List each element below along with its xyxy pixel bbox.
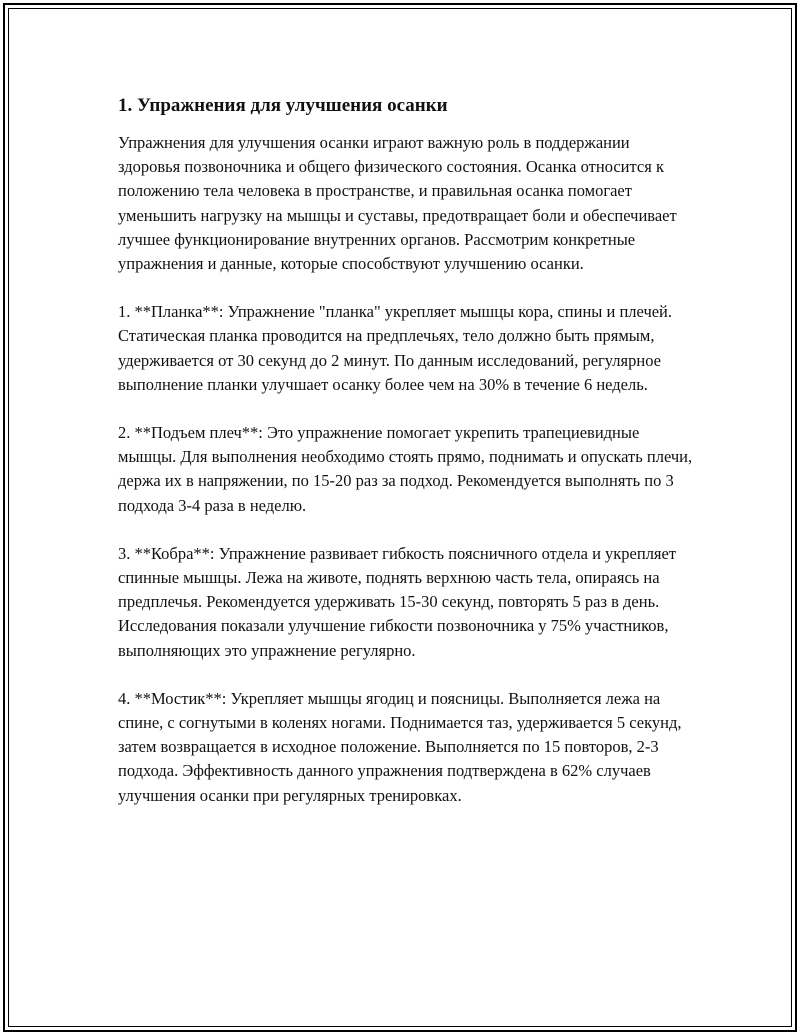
intro-paragraph: Упражнения для улучшения осанки играют важную роль в поддержании здоровья позвоночника и общего физического состояния. Осанка относится к положению тела человека в пространстве, и правильная осанка помогает уменьшить нагрузку на мышцы и суставы, предотвращает боли и обеспечивает лучшее функционирование внутренних органов. Рассмотрим конкретные упражнения и данные, которые способствуют улучшению осанки. — [118, 133, 677, 274]
exercise-plank-paragraph: 1. **Планка**: Упражнение "планка" укрепляет мышцы кора, спины и плечей. Статическая планка проводится на предплечьях, тело должно быть прямым, удерживается от 30 секунд до 2 минут. По данным исследований, регулярное выполнение планки улучшает осанку более чем на 30% в течение 6 недель. — [118, 302, 673, 394]
document-title: 1. Упражнения для улучшения осанки — [118, 95, 448, 116]
document-body — [118, 94, 693, 832]
exercise-cobra-paragraph: 3. **Кобра**: Упражнение развивает гибкость поясничного отдела и укрепляет спинные мышцы. Лежа на животе, поднять верхнюю часть тела, опираясь на предплечья. Рекомендуется удерживать 15-30 секунд, повторять 5 раз в день. Исследования показали улучшение гибкости позвоночника у 75% участников, выполняющих это упражнение регулярно. — [118, 543, 677, 660]
exercise-shoulder-raise-paragraph: 2. **Подъем плеч**: Это упражнение помогает укрепить трапециевидные мышцы. Для выполнения необходимо стоять прямо, поднимать и опускать плечи, держа их в напряжении, по 15-20 раз за подход. Рекомендуется выполнять по 3 подхода 3-4 раза в неделю. — [118, 423, 693, 515]
exercise-bridge-paragraph: 4. **Мостик**: Укрепляет мышцы ягодиц и поясницы. Выполняется лежа на спине, с согнутыми в коленях ногами. Поднимается таз, удерживается 5 секунд, затем возвращается в исходное положение. Выполняется по 15 повторов, 2-3 подхода. Эффективность данного упражнения подтверждена в 62% случаев улучшения осанки при регулярных тренировках. — [118, 688, 682, 805]
